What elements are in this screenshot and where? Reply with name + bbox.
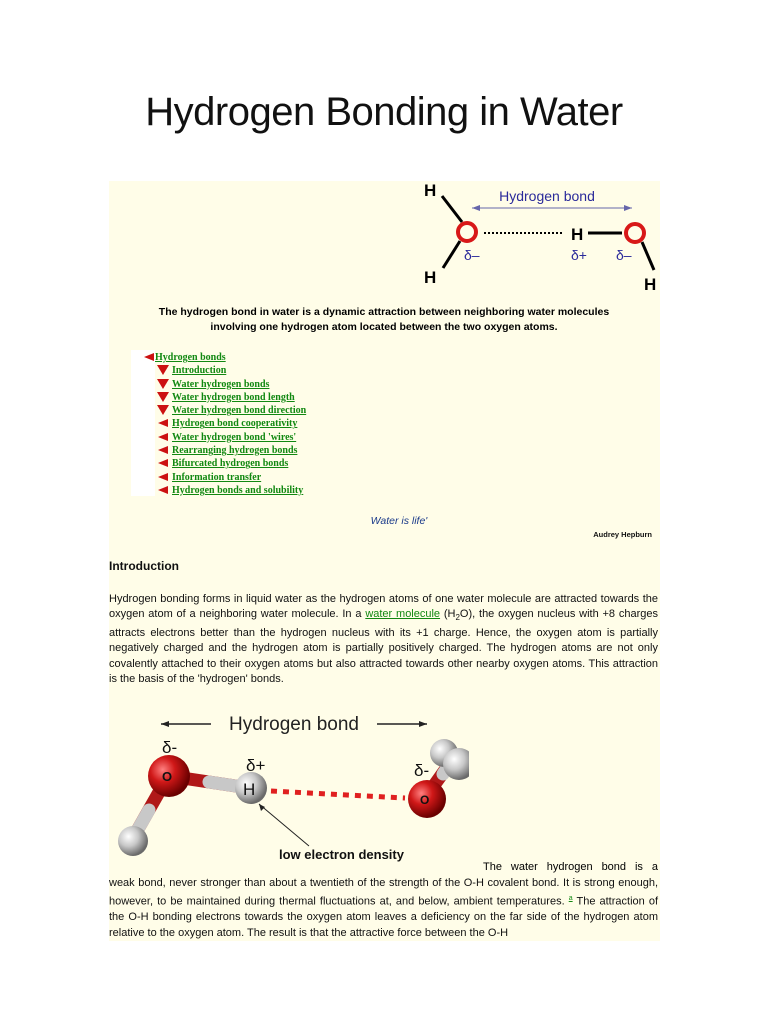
diagram2-delta-minus-right: δ- [414, 761, 430, 780]
diagram2-annotation: low electron density [279, 847, 404, 862]
arrow-down-icon [157, 392, 169, 402]
diagram2-label: Hydrogen bond [229, 714, 359, 735]
diagram2-atom-h: H [243, 780, 256, 799]
diagram1-label: Hydrogen bond [499, 188, 595, 204]
diagram2-atom-o-left: O [162, 769, 173, 784]
diagram1-atom-h-top-left: H [424, 181, 437, 200]
hydrogen-bond-3d-illustration [109, 706, 469, 866]
paragraph2-first-line: The water hydrogen bond is a [483, 861, 658, 873]
page-title: Hydrogen Bonding in Water [145, 90, 623, 134]
arrow-left-icon [158, 486, 168, 494]
diagram1-delta-minus-right: δ– [616, 247, 632, 263]
diagram1-oxygen-left [458, 223, 476, 241]
menu-link[interactable]: Information transfer [172, 471, 262, 483]
diagram2-delta-plus: δ+ [246, 756, 266, 775]
menu-item-wires[interactable] [131, 431, 371, 444]
menu-item-rearranging[interactable] [131, 444, 371, 457]
topic-menu [131, 351, 371, 497]
diagram2-atom-o-right: O [420, 793, 430, 807]
paragraph-text: The attraction of the O-H bonding electrons towards the oxygen atom leaves a deficiency on the far side of the hydrogen atom relative to the oxygen atom. The result is that the attractive force between the O-H [109, 896, 658, 939]
menu-link[interactable]: Hydrogen bonds and solubility [172, 484, 304, 496]
arrow-down-icon [157, 379, 169, 389]
paragraph-text: O), the oxygen nucleus with +8 charges attracts electrons better than the hydrogen nucleus with its +1 charge. Hence, the oxygen atom is partially negatively charged and the hydrogen atom is partially positively charged. The hydrogen atoms are not only covalently attached to their oxygen atoms but also attracted towards other nearby oxygen atoms. This attraction is the basis of the 'hydrogen' bonds. [109, 608, 658, 686]
menu-item-solubility[interactable] [131, 484, 371, 497]
menu-link[interactable]: Bifurcated hydrogen bonds [172, 458, 289, 470]
quote-author: Audrey Hepburn [593, 530, 652, 539]
menu-link[interactable]: Hydrogen bonds [155, 352, 226, 363]
menu-item-hydrogen-bonds[interactable] [131, 351, 371, 364]
diagram2-delta-minus-left: δ- [162, 738, 178, 757]
paragraph-text: (H [440, 608, 456, 621]
paragraph-text: Hydrogen bonding forms in liquid water as the hydrogen atoms of one water molecule are attracted towards the oxygen atom of a neighboring water molecule. In a [109, 593, 658, 621]
menu-link[interactable]: Water hydrogen bond 'wires' [172, 431, 297, 443]
menu-item-cooperativity[interactable] [131, 417, 371, 430]
arrow-left-icon [158, 459, 168, 467]
water-molecule-link[interactable]: water molecule [365, 608, 441, 621]
arrow-left-icon [158, 473, 168, 481]
menu-link[interactable]: Water hydrogen bond direction [172, 405, 307, 417]
menu-item-water-hydrogen-bonds[interactable] [131, 378, 371, 391]
menu-item-bond-direction[interactable] [131, 404, 371, 417]
menu-link[interactable]: Rearranging hydrogen bonds [172, 445, 298, 457]
diagram1-oxygen-right [626, 224, 644, 242]
arrow-left-icon [144, 353, 154, 361]
menu-item-bifurcated[interactable] [131, 457, 371, 470]
caption-line-1: The hydrogen bond in water is a dynamic attraction between neighboring water molecules [158, 306, 610, 318]
diagram1-atom-h-center: H [571, 225, 584, 244]
arrow-left-icon [158, 419, 168, 427]
section-heading: Introduction [109, 559, 179, 573]
paragraph2 [109, 876, 658, 941]
menu-item-bond-length[interactable] [131, 391, 371, 404]
diagram1-atom-h-bottom-right: H [644, 275, 657, 294]
menu-item-information-transfer[interactable] [131, 471, 371, 484]
diagram1-atom-h-bottom-left: H [424, 268, 437, 287]
menu-link[interactable]: Hydrogen bond cooperativity [172, 418, 298, 430]
diagram2-hydrogen-bottom [118, 826, 148, 856]
arrow-down-icon [157, 405, 169, 415]
arrow-down-icon [157, 365, 169, 375]
diagram1-delta-plus: δ+ [571, 247, 587, 263]
arrow-left-icon [158, 446, 168, 454]
caption-line-2: involving one hydrogen atom located between the two oxygen atoms. [210, 321, 558, 333]
intro-paragraph [109, 592, 658, 688]
hydrogen-bond-schematic [410, 176, 670, 301]
menu-item-introduction[interactable] [131, 364, 371, 377]
quote-text: Water is life' [370, 515, 428, 527]
arrow-left-icon [158, 433, 168, 441]
figure-caption [112, 305, 656, 335]
formula-subscript: 2 [455, 613, 460, 623]
diagram1-delta-minus-left: δ– [464, 247, 480, 263]
diagram2-dotted-bond [271, 791, 405, 798]
paragraph-text: weak bond, never stronger than about a twentieth of the strength of the O-H covalent bond. It is strong enough, however, to be maintained during thermal fluctuations at, and below, ambient temperatures. [109, 877, 658, 909]
menu-link[interactable]: Water hydrogen bonds [172, 378, 270, 390]
menu-link[interactable]: Water hydrogen bond length [172, 391, 295, 403]
menu-link[interactable]: Introduction [172, 365, 227, 377]
footnote-link[interactable]: a [568, 895, 573, 903]
